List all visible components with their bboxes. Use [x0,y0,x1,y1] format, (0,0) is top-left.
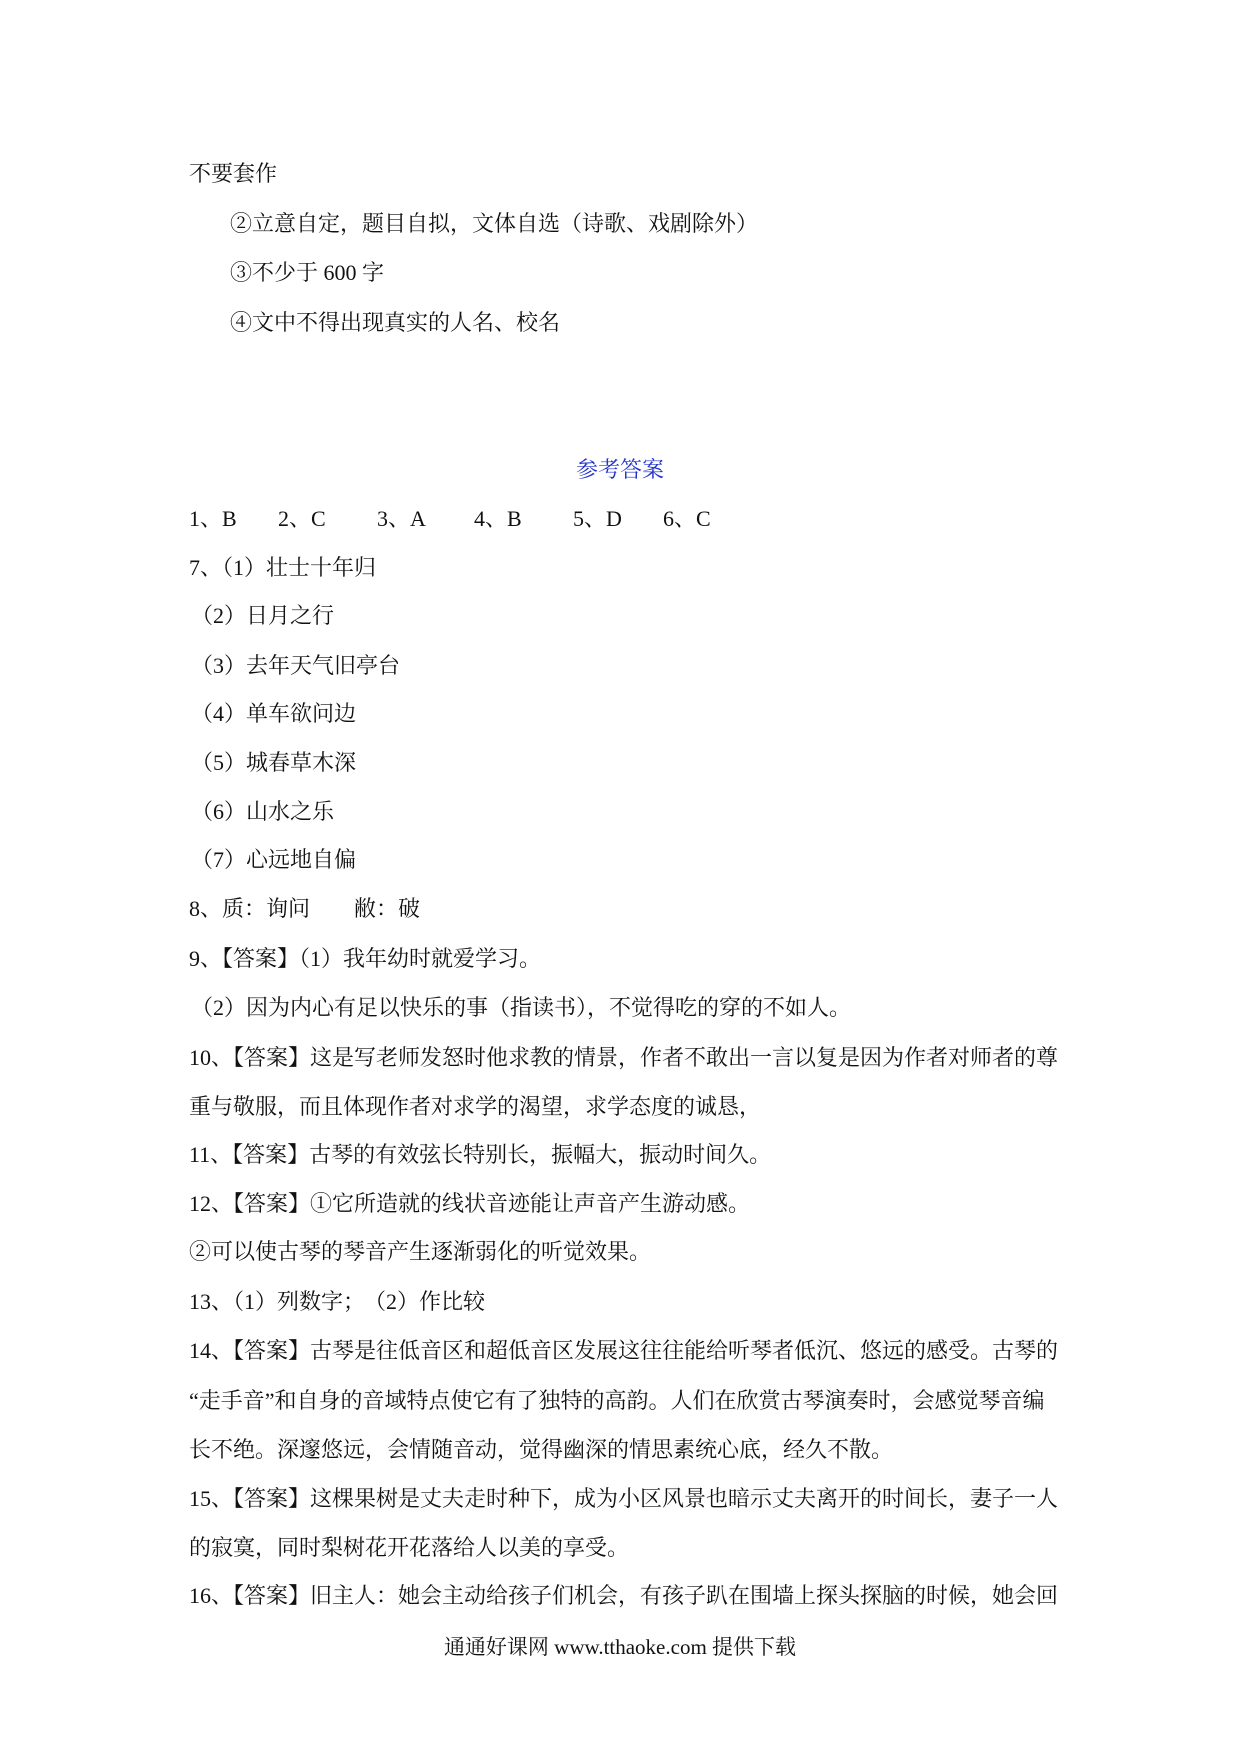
q13-answer-part: 13、（1）列数字； [189,1289,366,1314]
q15-answer-line: 的寂寞，同时梨树花开花落给人以美的享受。 [189,1535,630,1560]
q14-answer-line: 长不绝。深邃悠远，会情随音动，觉得幽深的情思素统心底，经久不散。 [189,1437,894,1462]
q11-answer-line: 11、【答案】古琴的有效弦长特别长，振幅大，振动时间久。 [189,1142,772,1167]
page-footer: 通通好课网 www.tthaoke.com 提供下载 [443,1635,797,1659]
essay-requirement-item: ②立意自定，题目自拟，文体自选（诗歌、戏剧除外） [230,211,759,236]
q7-answer-line: 7、（1）壮士十年归 [189,555,377,580]
q14-answer-line: 14、【答案】古琴是往低音区和超低音区发展这往往能给听琴者低沉、悠远的感受。古琴的 [189,1338,1059,1363]
mc-answer: 1、B [189,506,237,531]
q9-answer-line: （2）因为内心有足以快乐的事（指读书），不觉得吃的穿的不如人。 [191,995,852,1020]
q7-answer-line: （2）日月之行 [191,603,335,628]
q7-answer-line: （3）去年天气旧亭台 [191,653,401,678]
q7-answer-line: （7）心远地自偏 [191,847,357,872]
q7-answer-line: （4）单车欲问边 [191,701,357,726]
essay-requirement-item: ③不少于 600 字 [230,260,385,285]
q8-answer-part: 8、质：询问 [189,896,311,921]
q14-answer-line: “走手音”和自身的音域特点使它有了独特的高韵。人们在欣赏古琴演奏时，会感觉琴音编 [189,1388,1045,1413]
mc-answer: 6、C [663,506,711,531]
q7-answer-line: （6）山水之乐 [191,799,335,824]
q13-answer-part: （2）作比较 [364,1289,486,1314]
q9-answer-line: 9、【答案】（1）我年幼时就爱学习。 [189,946,542,971]
mc-answer: 2、C [278,506,326,531]
mc-answer: 3、A [377,506,426,531]
q10-answer-line: 10、【答案】这是写老师发怒时他求教的情景，作者不敢出一言以复是因为作者对师者的尊 [189,1045,1059,1070]
essay-requirement-item: ④文中不得出现真实的人名、校名 [230,310,561,335]
q12-answer-line: ②可以使古琴的琴音产生逐渐弱化的听觉效果。 [189,1239,652,1264]
answer-key-title: 参考答案 [575,457,664,482]
q8-answer-part: 敝：破 [354,896,421,921]
mc-answer: 4、B [474,506,522,531]
essay-requirement-continued: 不要套作 [189,161,278,186]
q7-answer-line: （5）城春草木深 [191,750,357,775]
q15-answer-line: 15、【答案】这棵果树是丈夫走时种下，成为小区风景也暗示丈夫离开的时间长，妻子一人 [189,1486,1059,1511]
q16-answer-line: 16、【答案】旧主人：她会主动给孩子们机会，有孩子趴在围墙上探头探脑的时候，她会回 [189,1583,1059,1608]
q12-answer-line: 12、【答案】①它所造就的线状音迹能让声音产生游动感。 [189,1191,751,1216]
mc-answer: 5、D [573,506,622,531]
q10-answer-line: 重与敬服，而且体现作者对求学的渴望，求学态度的诚恳， [189,1094,762,1119]
